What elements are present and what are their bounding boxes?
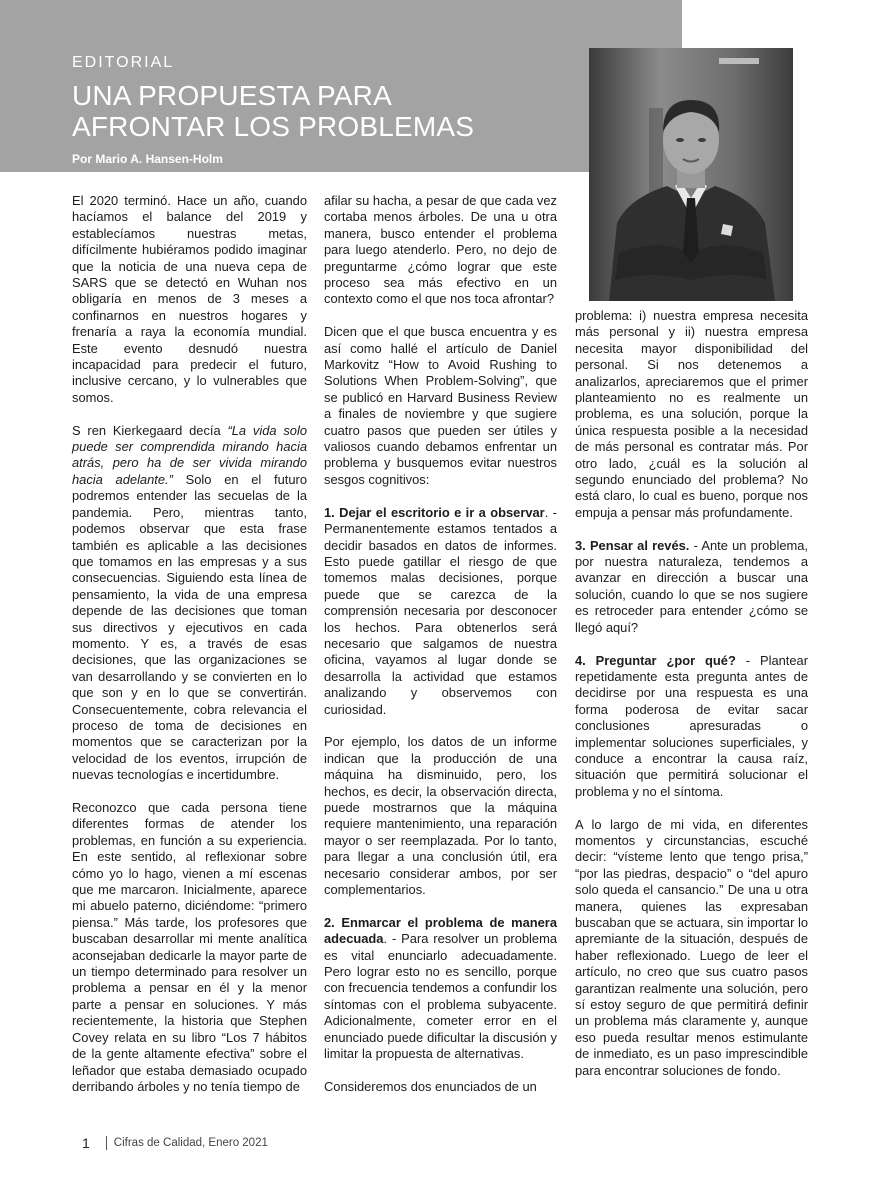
author-byline: Por Mario A. Hansen-Holm: [72, 152, 223, 166]
article-column-2: [324, 193, 557, 1095]
publication-info: Cifras de Calidad, Enero 2021: [113, 1137, 268, 1149]
col2-paragraph-2: Dicen que el que busca encuentra y es así como hallé el artículo de Daniel Markovitz “How to Avoid Rushing to Solutions When Problem-Solving”, que se publicó en Harvard Business Review a finales de noviembre y que sugiere cuatro pasos que pueden ser útiles y valiosos cuando debamos enfrentar un problema y busquemos evitar nuestros sesgos cognitivos:: [324, 324, 557, 487]
step-4-paragraph: [575, 653, 808, 801]
step-2-heading: 2. Enmarcar el problema de manera adecuada: [324, 914, 557, 947]
page-title: [72, 80, 572, 142]
col3-paragraph-1: problema: i) nuestra empresa necesita más personal y ii) nuestra empresa necesita mayor disponibilidad del personal. Si nos detenemos a analizarlos, apreciaremos que el primer planteamiento no es realmente un problema, es una solución, porque la única respuesta posible a la necesidad de más personal es contratar más. Por otro lado, ¿cuál es la solución al segundo enunciado del problema? No está claro, lo cual es bueno, porque nos empuja a pensar más profundamente.: [575, 308, 808, 520]
page-number: 1: [82, 1135, 90, 1151]
col3-paragraph-4: A lo largo de mi vida, en diferentes momentos y circunstancias, escuché decir: “vísteme lento que tengo prisa,” “por las piedras, despacio” o “del apuro solo queda el cansancio.” De una u otra manera, quienes las expresaban buscaban que se actuara, sin importar lo apremiante de la situación, después de haber reflexionado. Luego de leer el artículo, no creo que sus cuatro pasos garantizan realmente una solución, pero sí estoy seguro de que permitirá definir un problema más claramente y, aunque eso pueda resultar menos estimulante de inmediato, es un paso imprescindible para encontrar soluciones de fondo.: [575, 816, 808, 1078]
col1-paragraph-2-intro: S ren Kierkegaard decía: [72, 422, 228, 438]
article-column-3: [575, 308, 808, 1079]
step-3-paragraph: [575, 538, 808, 636]
author-portrait: [589, 48, 793, 301]
section-label: EDITORIAL: [72, 54, 175, 71]
footer-divider: [106, 1136, 107, 1150]
step-3-body: - Ante un problema, por nuestra naturaleza, tendemos a avanzar en dirección a buscar una solución, cuando lo que se nos sugiere es retroceder para entender ¿cómo se llegó aquí?: [575, 537, 808, 635]
step-3-heading: 3. Pensar al revés.: [575, 537, 690, 553]
page-title-line-2: AFRONTAR LOS PROBLEMAS: [72, 111, 475, 142]
col2-paragraph-4: Por ejemplo, los datos de un informe indican que la producción de una máquina ha disminuido, pero, los hechos, es decir, la observación directa, puede mostrarnos que la máquina requiere mantenimiento, una reparación mayor o ser reemplazada. Por lo tanto, para llegar a una conclusión útil, era necesario considerar ambos, por ser complementarios.: [324, 734, 557, 898]
step-1-body: . - Permanentemente estamos tentados a decidir basados en datos de informes. Esto puede gatillar el riesgo de que tomemos malas decisiones, porque puede que se carezca de la comprensión necesaria por desconocer los hechos. Para obtenerlos será necesario que salgamos de nuestra oficina, vayamos al lugar donde se desarrolla la actividad que estamos analizando y observemos con curiosidad.: [324, 504, 557, 717]
page-footer: [82, 1135, 268, 1151]
col1-paragraph-2-body: Solo en el futuro podremos entender las secuelas de la pandemia. Pero, mientras tanto, podemos observar que esta frase también es aplicable a las decisiones que tomamos en las empresas y a sus consecuencias. Siguiendo esta línea de pensamiento, la vida de una empresa depende de las decisiones que toman sus directivos y ejecutivos en cada momento. Y es, a través de esas decisiones, que las organizaciones se van desarrollando y se convierten en lo que son y en lo que se convertirán. Consecuentemente, cobra relevancia el proceso de toma de decisiones en momentos que se caracterizan por la velocidad de los eventos, irrupción de nuevas tecnologías e incertidumbre.: [72, 471, 308, 783]
article-column-1: [72, 193, 307, 1095]
step-2-paragraph: [324, 915, 557, 1063]
step-1-heading: 1. Dejar el escritorio e ir a observar: [324, 504, 545, 520]
col2-paragraph-1: afilar su hacha, a pesar de que cada vez cortaba menos árboles. De una u otra manera, busco entender el problema para luego atenderlo. Pero, no dejo de preguntarme ¿cómo lograr que este proceso sea más efectivo en un contexto como el que nos toca afrontar?: [324, 193, 557, 307]
step-2-body: . - Para resolver un problema es vital enunciarlo adecuadamente. Pero lograr esto no es sencillo, porque con frecuencia tendemos a confundir los síntomas con el problema subyacente. Adicionalmente, cometer error en el enunciado puede dificultar la discusión y limitar la propuesta de alternativas.: [324, 931, 557, 1062]
col1-paragraph-3: Reconozco que cada persona tiene diferentes formas de atender los problemas, en función a su experiencia. En este sentido, al reflexionar sobre cómo yo lo hago, vienen a mí escenas que me marcaron. Inicialmente, aparece mi abuelo paterno, diciéndome: “primero piensa.” Más tarde, los profesores que buscaban desarrollar mi mente analítica aconsejaban dedicarle la mayor parte de un tiempo determinado para resolver un problema a pensar en él y la menor parte a pensar en soluciones. Y más recientemente, la historia que Stephen Covey relata en su libro “Los 7 hábitos de la gente altamente efectiva” sobre el leñador que estaba demasiado ocupado derribando árboles y no tenía tiempo de: [72, 800, 307, 1094]
kierkegaard-quote: “La vida solo puede ser comprendida mirando hacia atrás, pero ha de ser vivida mirando hacia adelante.”: [72, 422, 307, 487]
step-4-heading: 4. Preguntar ¿por qué?: [575, 652, 736, 668]
step-1-paragraph: [324, 505, 557, 718]
author-portrait-icon: [589, 48, 793, 301]
col2-paragraph-6: Consideremos dos enunciados de un: [324, 1078, 537, 1094]
col1-paragraph-1: El 2020 terminó. Hace un año, cuando hacíamos el balance del 2019 y establecíamos nuestras metas, difícilmente hubiéramos podido imaginar que la noticia de una nueva cepa de SARS que se detectó en Wuhan nos obligaría en menos de 3 meses a confinarnos en nuestros hogares y frenaría a raya la economía mundial. Este evento desnudó nuestra incapacidad para predecir el futuro, inclusive cercano, y lo vulnerables que somos.: [72, 193, 307, 405]
step-4-body: - Plantear repetidamente esta pregunta antes de decidirse por una respuesta es una forma poderosa de evitar sacar conclusiones apresuradas o implementar soluciones superficiales, y conduce a encontrar la causa raíz, situación que permitirá solucionar el problema y no el síntoma.: [575, 652, 808, 799]
page-title-line-1: UNA PROPUESTA PARA: [72, 80, 392, 111]
col1-paragraph-2: [72, 423, 307, 784]
